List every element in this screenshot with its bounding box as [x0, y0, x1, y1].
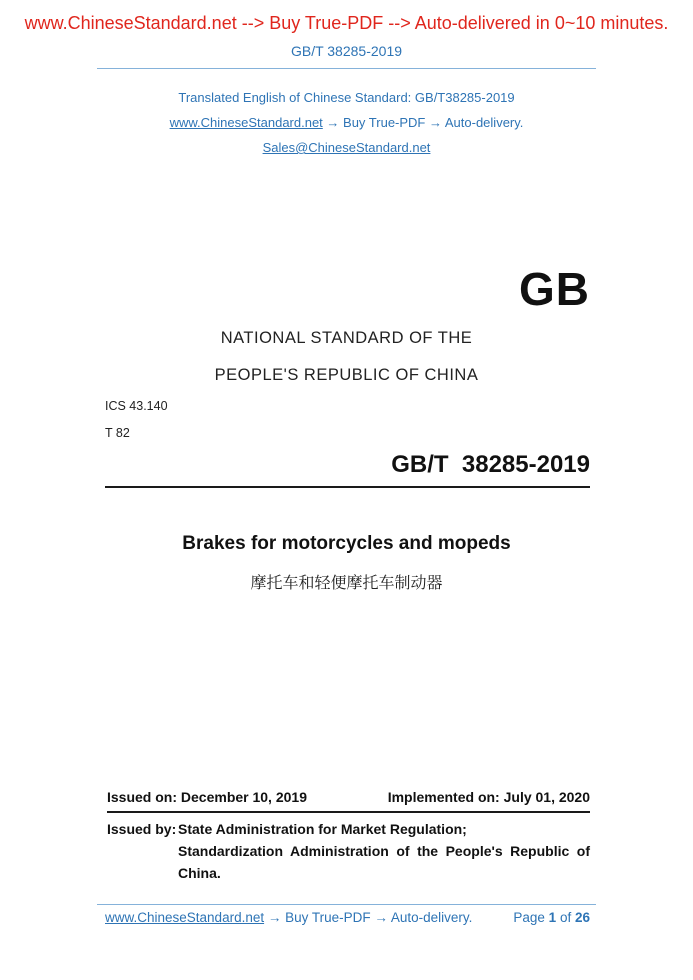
implemented-on-date: Implemented on: July 01, 2020 [387, 789, 590, 805]
issued-by-line2: Standardization Administration of the People's Republic of [178, 843, 590, 859]
standard-number-heading: GB/T 38285-2019 [391, 451, 590, 478]
footer-divider-line [97, 904, 596, 905]
issued-by-line1: State Administration for Market Regulation; [178, 821, 467, 837]
promo-banner: www.ChineseStandard.net --> Buy True-PDF --> Auto-delivered in 0~10 minutes. [24, 13, 669, 33]
issue-dates-row [107, 789, 590, 805]
footer-left [105, 910, 472, 925]
footer-page-label: Page [513, 910, 545, 925]
buy-pdf-line-rest: → Buy True-PDF → Auto-delivery. [322, 115, 524, 130]
national-standard-line2: PEOPLE'S REPUBLIC OF CHINA [214, 366, 479, 384]
sales-email-line [0, 140, 693, 155]
standard-number-rule [105, 486, 590, 488]
gb-logo: GB [519, 263, 590, 315]
issue-dates-rule [107, 811, 590, 813]
issued-by-line3: China. [178, 865, 221, 881]
issued-by-block [107, 818, 590, 884]
sales-email-link[interactable]: Sales@ChineseStandard.net [262, 140, 431, 155]
issued-by-spacer [107, 862, 178, 884]
national-standard-line1: NATIONAL STANDARD OF THE [220, 329, 473, 347]
ics-code: ICS 43.140 [105, 399, 168, 413]
footer-page-current: 1 [548, 910, 557, 925]
issued-by-spacer [107, 840, 178, 862]
issued-by-label: Issued by: [107, 821, 177, 837]
header-doc-number: GB/T 38285-2019 [290, 43, 403, 59]
standard-title-chinese: 摩托车和轻便摩托车制动器 [250, 573, 443, 592]
footer-site-link[interactable]: www.ChineseStandard.net [105, 910, 265, 925]
site-link[interactable]: www.ChineseStandard.net [169, 115, 323, 130]
footer-page-of: of [559, 910, 572, 925]
header-divider-line [97, 68, 596, 69]
footer-left-rest: → Buy True-PDF → Auto-delivery. [264, 910, 473, 925]
footer-page-total: 26 [574, 910, 590, 925]
class-code: T 82 [105, 426, 130, 440]
buy-pdf-line [0, 115, 693, 130]
translated-standard-line: Translated English of Chinese Standard: GB/T38285-2019 [178, 90, 515, 105]
footer [105, 910, 590, 925]
standard-title-english: Brakes for motorcycles and mopeds [182, 533, 511, 554]
issued-on-date: Issued on: December 10, 2019 [107, 789, 307, 805]
footer-page-indicator [513, 910, 590, 925]
